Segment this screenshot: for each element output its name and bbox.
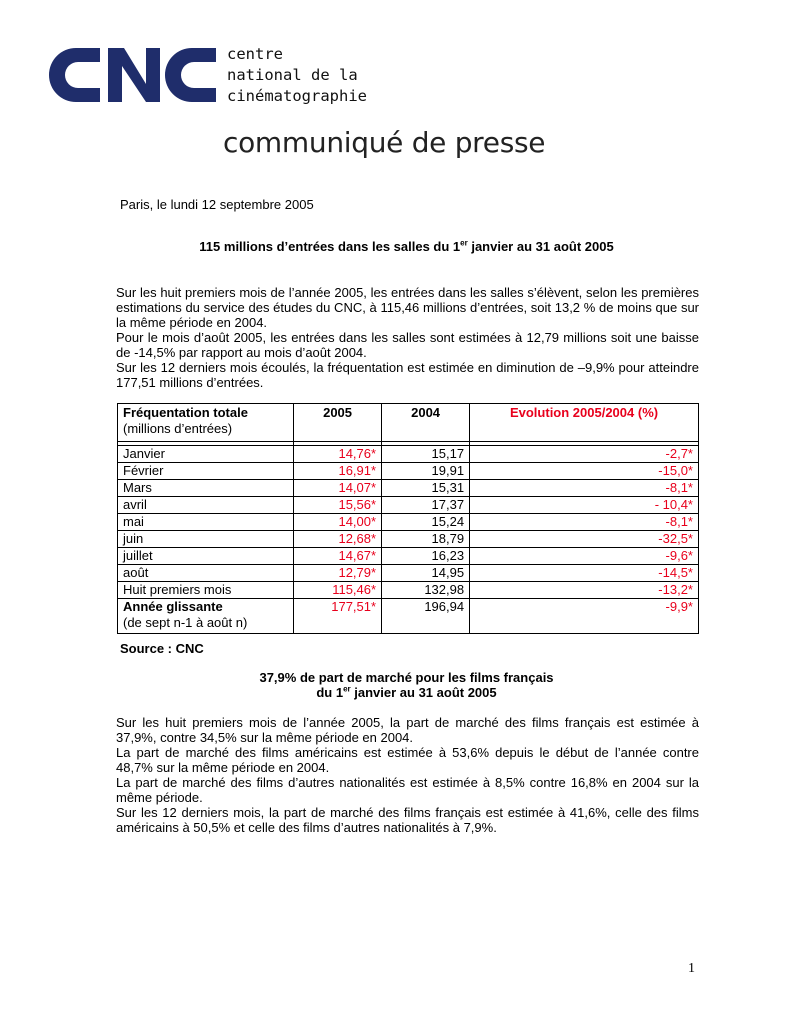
brand-name xyxy=(227,44,367,107)
headline-attendance xyxy=(0,239,791,254)
market-paragraph: Sur les huit premiers mois de l’année 2005, la part de marché des films français est estimée à 37,9%, contre 34,5% sur la même période en 2004. xyxy=(116,715,699,745)
row-value-2005: 14,00* xyxy=(294,514,382,531)
market-share-paragraphs xyxy=(116,715,699,835)
intro-paragraph: Sur les 12 derniers mois écoulés, la fréquentation est estimée en diminution de –9,9% pour atteindre 177,51 millions d’entrées. xyxy=(116,360,699,390)
row-evolution: -9,6* xyxy=(470,548,699,565)
row-evolution: -32,5* xyxy=(470,531,699,548)
market-paragraph: La part de marché des films d’autres nationalités est estimée à 8,5% contre 16,8% en 2004 sur la même période. xyxy=(116,775,699,805)
intro-paragraph: Sur les huit premiers mois de l’année 2005, les entrées dans les salles s’élèvent, selon les premières estimations du service des études du CNC, à 115,46 millions d’entrées, soit 13,2 % de moins que sur la même période en 2004. xyxy=(116,285,699,330)
table-body xyxy=(118,446,699,599)
headline-market-line-2-text: du 1 xyxy=(316,685,344,700)
page-number: 1 xyxy=(688,961,695,976)
row-value-2005: 15,56* xyxy=(294,497,382,514)
row-evolution: -8,1* xyxy=(470,480,699,497)
header-evolution: Evolution 2005/2004 (%) xyxy=(470,404,699,442)
intro-paragraph: Pour le mois d’août 2005, les entrées dans les salles sont estimées à 12,79 millions soit une baisse de -14,5% par rapport au mois d’août 2004. xyxy=(116,330,699,360)
row-value-2004: 15,31 xyxy=(382,480,470,497)
header-attendance-unit: (millions d’entrées) xyxy=(123,421,233,436)
row-value-2005: 115,46* xyxy=(294,582,382,599)
market-paragraph: Sur les 12 derniers mois, la part de marché des films français est estimée à 41,6%, celle des films américains à 50,5% et celle des films d’autres nationalités à 7,9%. xyxy=(116,805,699,835)
row-value-2005: 12,68* xyxy=(294,531,382,548)
intro-paragraphs xyxy=(116,285,699,390)
total-2005: 177,51* xyxy=(294,599,382,634)
brand-line-3: cinématographie xyxy=(227,87,367,105)
row-evolution: -15,0* xyxy=(470,463,699,480)
row-label: Mars xyxy=(118,480,294,497)
row-evolution: -8,1* xyxy=(470,514,699,531)
row-label: août xyxy=(118,565,294,582)
document-type-title: communiqué de presse xyxy=(223,126,546,159)
brand-line-1: centre xyxy=(227,45,283,63)
header-attendance-title: Fréquentation totale xyxy=(123,405,248,420)
header-2005: 2005 xyxy=(294,404,382,442)
total-evolution: -9,9* xyxy=(470,599,699,634)
row-value-2004: 19,91 xyxy=(382,463,470,480)
table-row xyxy=(118,514,699,531)
row-label: Huit premiers mois xyxy=(118,582,294,599)
total-sublabel: (de sept n-1 à août n) xyxy=(123,615,248,630)
table-row xyxy=(118,531,699,548)
headline-market-sup: er xyxy=(343,684,351,694)
source-note: Source : CNC xyxy=(120,641,204,656)
header-attendance xyxy=(118,404,294,442)
total-label-cell xyxy=(118,599,294,634)
dateline: Paris, le lundi 12 septembre 2005 xyxy=(120,197,314,212)
row-value-2005: 12,79* xyxy=(294,565,382,582)
row-label: juin xyxy=(118,531,294,548)
headline-market-line-2 xyxy=(316,685,496,700)
row-value-2004: 132,98 xyxy=(382,582,470,599)
row-value-2005: 14,67* xyxy=(294,548,382,565)
row-evolution: -2,7* xyxy=(470,446,699,463)
cnc-logo xyxy=(48,44,218,106)
headline-attendance-text-end: janvier au 31 août 2005 xyxy=(467,239,614,254)
row-evolution: - 10,4* xyxy=(470,497,699,514)
row-label: mai xyxy=(118,514,294,531)
row-value-2004: 14,95 xyxy=(382,565,470,582)
table-row xyxy=(118,497,699,514)
brand-line-2: national de la xyxy=(227,66,358,84)
headline-attendance-text: 115 millions d’entrées dans les salles du 1 xyxy=(199,239,461,254)
table-row xyxy=(118,463,699,480)
header-2004: 2004 xyxy=(382,404,470,442)
total-2004: 196,94 xyxy=(382,599,470,634)
row-label: Janvier xyxy=(118,446,294,463)
table-row-total xyxy=(118,599,699,634)
table-row xyxy=(118,548,699,565)
headline-market-share xyxy=(0,670,791,700)
row-value-2005: 16,91* xyxy=(294,463,382,480)
row-value-2005: 14,07* xyxy=(294,480,382,497)
row-value-2004: 15,24 xyxy=(382,514,470,531)
row-evolution: -13,2* xyxy=(470,582,699,599)
row-value-2004: 15,17 xyxy=(382,446,470,463)
row-label: juillet xyxy=(118,548,294,565)
total-label: Année glissante xyxy=(123,599,223,614)
table-row xyxy=(118,480,699,497)
attendance-table xyxy=(117,403,699,634)
table-row xyxy=(118,446,699,463)
headline-market-line-2-end: janvier au 31 août 2005 xyxy=(350,685,497,700)
row-label: Février xyxy=(118,463,294,480)
row-value-2005: 14,76* xyxy=(294,446,382,463)
row-value-2004: 16,23 xyxy=(382,548,470,565)
table-row xyxy=(118,582,699,599)
market-paragraph: La part de marché des films américains est estimée à 53,6% depuis le début de l’année contre 48,7% sur la même période en 2004. xyxy=(116,745,699,775)
table-row xyxy=(118,565,699,582)
row-value-2004: 17,37 xyxy=(382,497,470,514)
headline-market-line-1: 37,9% de part de marché pour les films français xyxy=(259,670,554,685)
table-header-row xyxy=(118,404,699,442)
row-evolution: -14,5* xyxy=(470,565,699,582)
row-label: avril xyxy=(118,497,294,514)
row-value-2004: 18,79 xyxy=(382,531,470,548)
headline-attendance-sup: er xyxy=(460,238,468,248)
